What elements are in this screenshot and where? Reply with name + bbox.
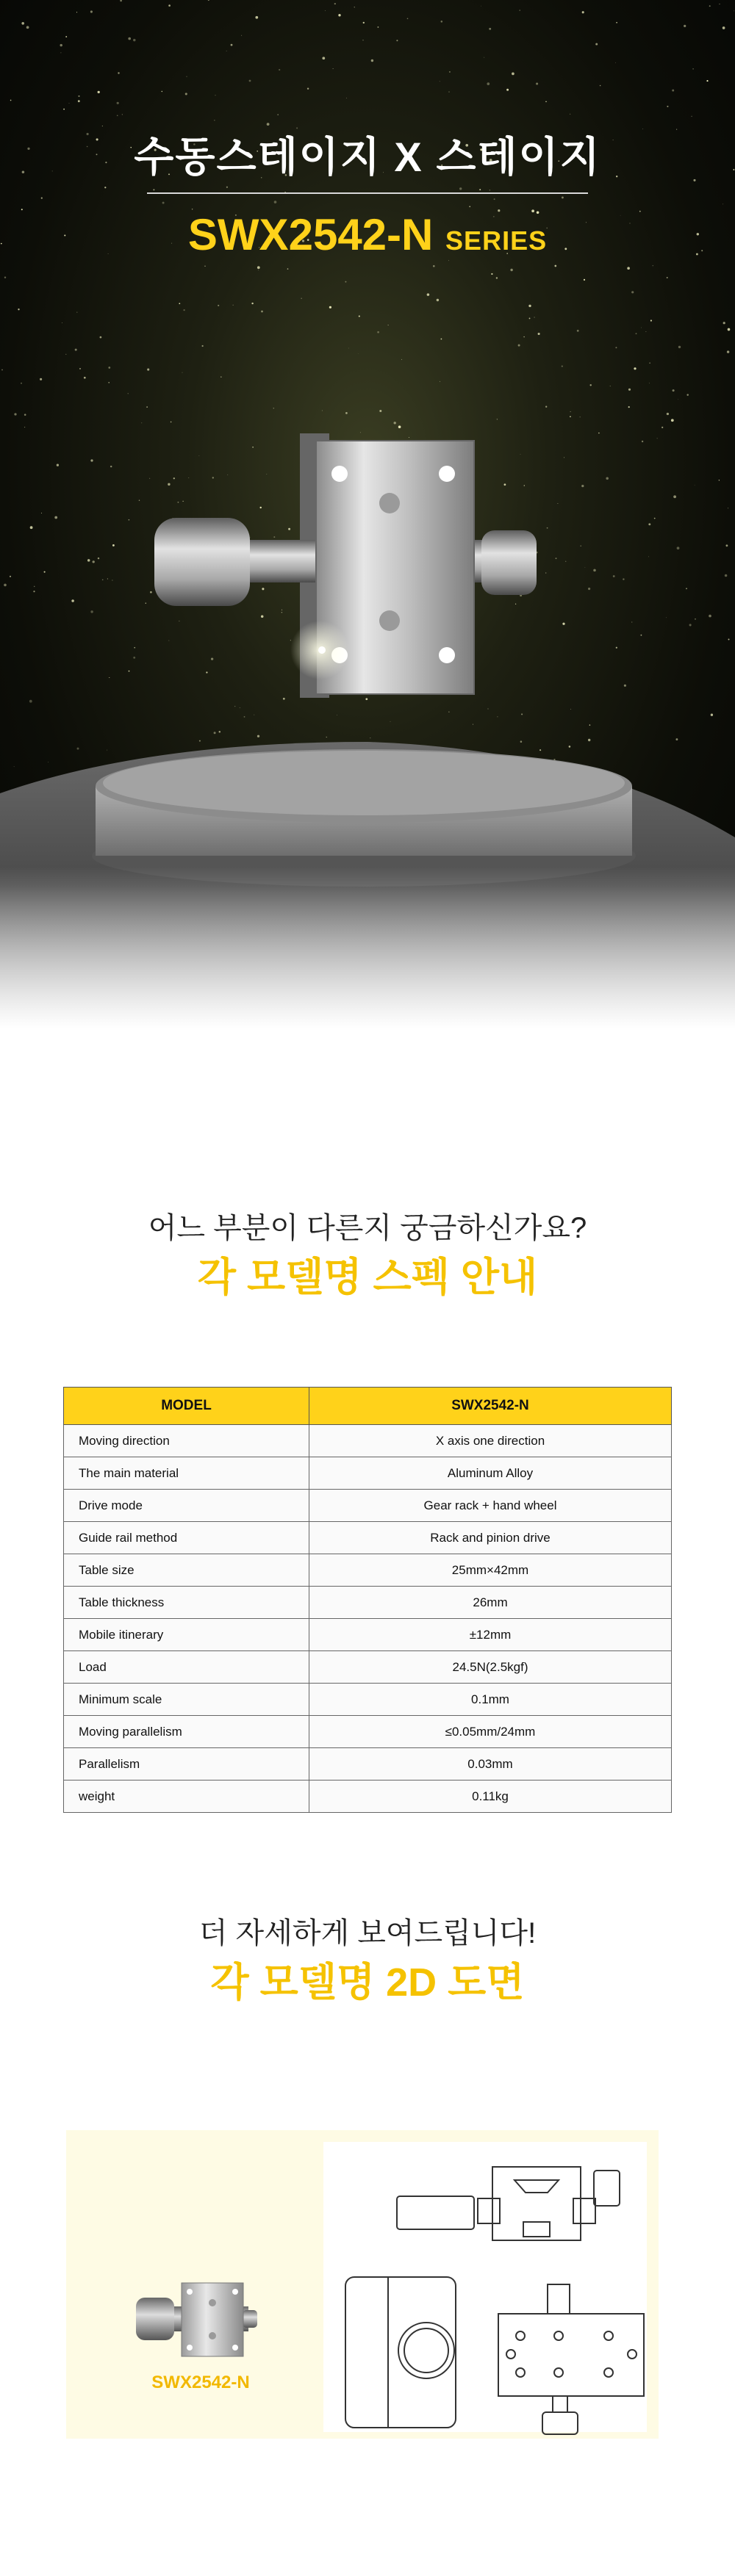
spec-key: weight [64, 1781, 309, 1813]
spec-key: Moving direction [64, 1425, 309, 1457]
spec-key: Load [64, 1651, 309, 1684]
spec-key: Parallelism [64, 1748, 309, 1781]
spec-key: Minimum scale [64, 1684, 309, 1716]
page-title: 수동스테이지 X 스테이지 [134, 134, 601, 180]
spec-value: Gear rack + hand wheel [309, 1490, 672, 1522]
spec-key: The main material [64, 1457, 309, 1490]
drawing-subtitle: 더 자세하게 보여드립니다! [198, 1917, 537, 1949]
spec-key: Drive mode [64, 1490, 309, 1522]
spec-heading: 각 모델명 스펙 안내 [197, 1255, 538, 1299]
spec-value: 25mm×42mm [309, 1554, 672, 1587]
spec-subtitle: 어느 부분이 다른지 궁금하신가요? [148, 1212, 587, 1244]
spec-value: 26mm [309, 1587, 672, 1619]
spec-value: ≤0.05mm/24mm [309, 1716, 672, 1748]
product-thumbnail [136, 2283, 257, 2356]
spec-header-value: SWX2542-N [309, 1388, 672, 1425]
spec-key: Guide rail method [64, 1522, 309, 1554]
spec-value: 24.5N(2.5kgf) [309, 1651, 672, 1684]
thumb-model-label: SWX2542-N [151, 2373, 250, 2392]
spec-value: X axis one direction [309, 1425, 672, 1457]
spec-header-model: MODEL [64, 1388, 309, 1425]
series-label: SERIES [445, 226, 548, 256]
2d-drawing-views [345, 2167, 644, 2434]
spec-value: 0.1mm [309, 1684, 672, 1716]
spec-value: 0.03mm [309, 1748, 672, 1781]
model-name: SWX2542-N [187, 210, 434, 259]
drawing-heading: 각 모델명 2D 도면 [210, 1960, 525, 2005]
spec-value: ±12mm [309, 1619, 672, 1651]
spec-key: Moving parallelism [64, 1716, 309, 1748]
spec-value: 0.11kg [309, 1781, 672, 1813]
spec-key: Mobile itinerary [64, 1619, 309, 1651]
spec-key: Table size [64, 1554, 309, 1587]
spec-value: Rack and pinion drive [309, 1522, 672, 1554]
spec-key: Table thickness [64, 1587, 309, 1619]
spec-value: Aluminum Alloy [309, 1457, 672, 1490]
